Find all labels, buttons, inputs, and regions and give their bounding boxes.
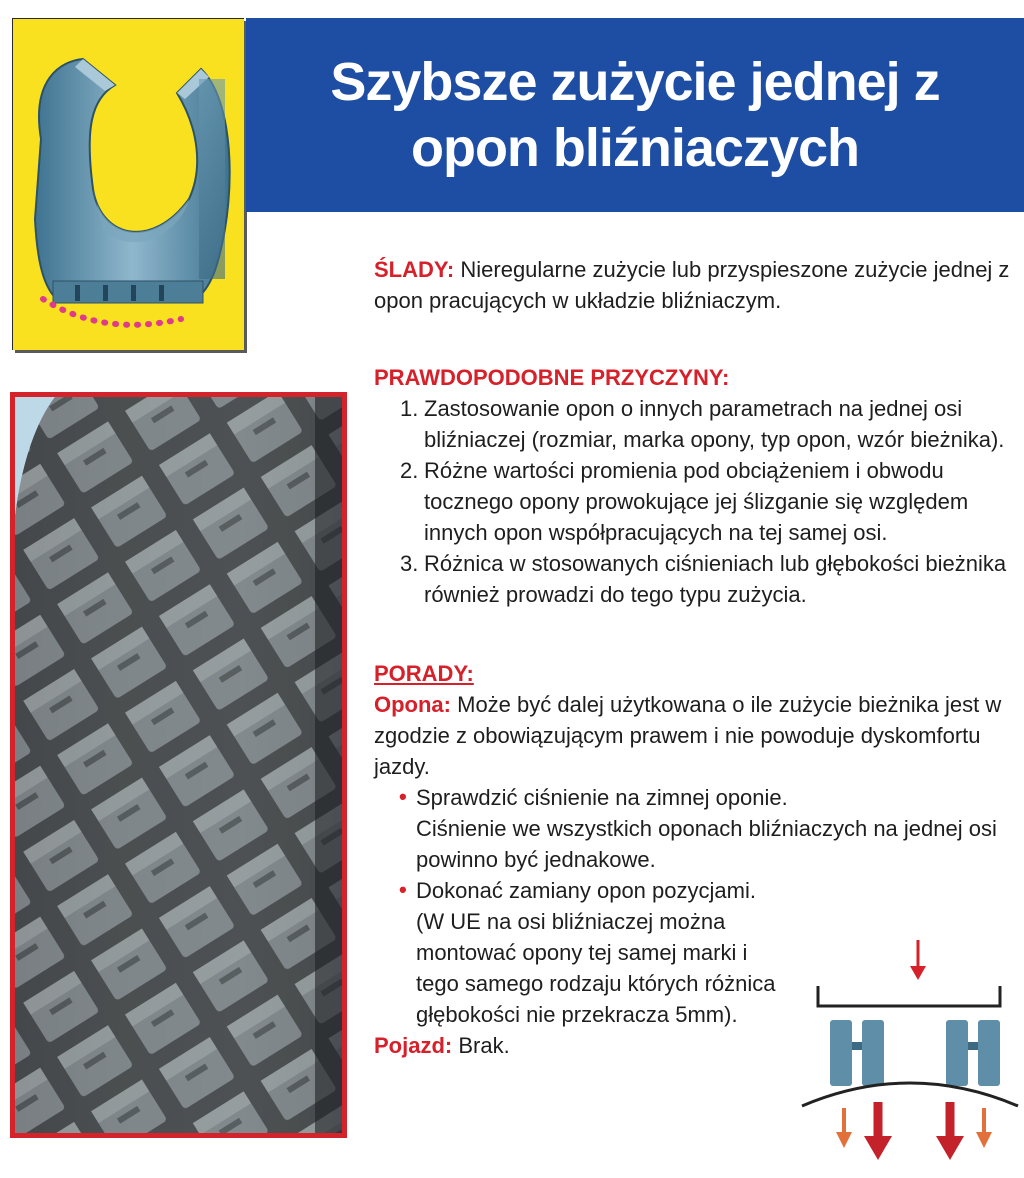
tip-text: Ciśnienie we wszystkich oponach bliźniaczych na jednej osi powinno być jednakowe.: [416, 816, 997, 872]
tire-cross-section-panel: [12, 18, 244, 350]
list-item: [374, 782, 1018, 875]
vehicle-label: Pojazd:: [374, 1033, 453, 1058]
tips-heading: PORADY:: [374, 661, 474, 686]
list-item-text: Zastosowanie opon o innych parametrach na jednej osi bliźniaczej (rozmiar, marka opony, typ opon, wzór bieżnika).: [424, 396, 1005, 452]
list-item-number: 2.: [400, 458, 419, 483]
page-title: Szybsze zużycie jednej z opon bliźniaczych: [330, 52, 940, 178]
list-item: [374, 393, 1018, 455]
tip-text: (W UE na osi bliźniaczej można montować opony tej samej marki i tego samego rodzaju których różnica głębokości nie przekracza 5mm).: [416, 909, 776, 1027]
list-item-number: 1.: [400, 396, 419, 421]
tip-title: Sprawdzić ciśnienie na zimnej oponie.: [416, 785, 788, 810]
bullet-icon: •: [399, 877, 407, 902]
list-item-text: Różnica w stosowanych ciśnieniach lub głębokości bieżnika również prowadzi do tego typu zużycia.: [424, 551, 1007, 607]
symptoms-label: ŚLADY:: [374, 257, 455, 282]
list-item: [374, 548, 1018, 610]
symptoms-text: Nieregularne zużycie lub przyspieszone zużycie jednej z opon pracujących w układzie bliźniaczym.: [374, 257, 1010, 313]
tread-photo: [15, 397, 342, 1133]
tip-title: Dokonać zamiany opon pozycjami.: [416, 878, 756, 903]
list-item: [374, 455, 1018, 548]
list-item-number: 3.: [400, 551, 419, 576]
symptoms-paragraph: [374, 254, 1018, 316]
title-band: [246, 18, 1024, 212]
causes-heading: PRAWDOPODOBNE PRZYCZYNY:: [374, 365, 730, 390]
tire-text: Może być dalej użytkowana o ile zużycie bieżnika jest w zgodzie z obowiązującym prawem i nie powoduje dyskomfortu jazdy.: [374, 692, 1002, 779]
list-item-text: Różne wartości promienia pod obciążeniem i obwodu tocznego opony prowokujące jej ślizganie się względem innych opon współpracujących na tej samej osi.: [424, 458, 969, 545]
twin-axle-diagram-icon: [800, 940, 1020, 1170]
tire-paragraph: [374, 689, 1018, 782]
tire-label: Opona:: [374, 692, 451, 717]
list-item: [374, 875, 796, 1030]
tread-photo-frame: [10, 392, 347, 1138]
vehicle-text: Brak.: [452, 1033, 510, 1058]
bullet-icon: •: [399, 784, 407, 809]
causes-list: [374, 393, 1018, 610]
tire-cross-section-icon: [13, 19, 245, 351]
